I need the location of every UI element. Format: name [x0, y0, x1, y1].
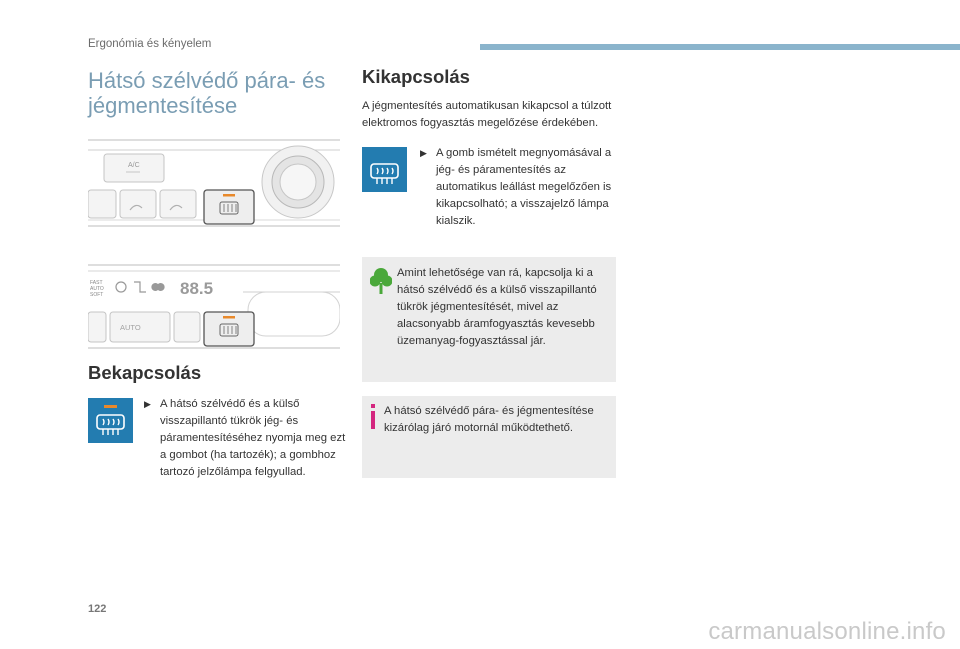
switch-on-heading: Bekapcsolás: [88, 362, 202, 383]
header-accent-bar: [480, 44, 960, 50]
switch-on-text: A hátsó szélvédő és a külső visszapillantó tükrök jég- és páramentesítéséhez nyomja meg ezt a gombot (ha tartozék); a gombhoz tartozó jelzőlámpa felgyullad.: [160, 398, 346, 478]
soft-label: SOFT: [90, 292, 104, 298]
fast-label: FAST: [90, 280, 103, 286]
rear-defrost-button-icon: [88, 398, 133, 443]
indicator-lamp: [223, 194, 235, 197]
info-icon: [368, 404, 378, 430]
info-note-text: A hátsó szélvédő pára- és jégmentesítése kizárólag járó motornál működtethető.: [384, 405, 594, 434]
bullet-arrow-icon: ▶: [420, 148, 427, 158]
bullet-arrow-icon: ▶: [144, 399, 151, 409]
switch-off-bullet: [420, 145, 615, 230]
eco-note-box: [362, 257, 616, 382]
page-number: 122: [88, 603, 107, 615]
switch-off-intro: A jégmentesítés automatikusan kikapcsol a túlzott elektromos fogyasztás megelőzése érdekében.: [362, 100, 612, 129]
switch-on-bullet: [144, 396, 349, 481]
info-note-box: [362, 396, 616, 478]
switch-off-text: A gomb ismételt megnyomásával a jég- és páramentesítés az automatikus leállást megelőzően is kikapcsolható; a visszajelző lámpa kialszik.: [436, 147, 612, 227]
page-title: Hátsó szélvédő pára- és jégmentesítése: [88, 68, 326, 118]
tree-icon: [370, 267, 392, 295]
control-panel-illustration-auto: [88, 262, 340, 354]
temperature-display: 88.5: [180, 279, 214, 298]
ac-label: A/C: [128, 162, 140, 169]
control-panel-illustration-ac: [88, 132, 340, 232]
auto-mode-label: AUTO: [90, 286, 104, 292]
switch-off-heading: Kikapcsolás: [362, 66, 470, 87]
section-header: Ergonómia és kényelem: [88, 38, 212, 50]
eco-note-text: Amint lehetősége van rá, kapcsolja ki a hátsó szélvédő és a külső visszapillantó tükrök jégmentesítését, mivel az alacsonyabb áramfogyasztás kevesebb üzemanyag-fogyasztással jár.: [397, 267, 597, 347]
rear-defrost-button-off-icon: [362, 147, 407, 192]
auto-button-label: AUTO: [120, 323, 141, 332]
watermark: carmanualsonline.info: [708, 618, 946, 645]
